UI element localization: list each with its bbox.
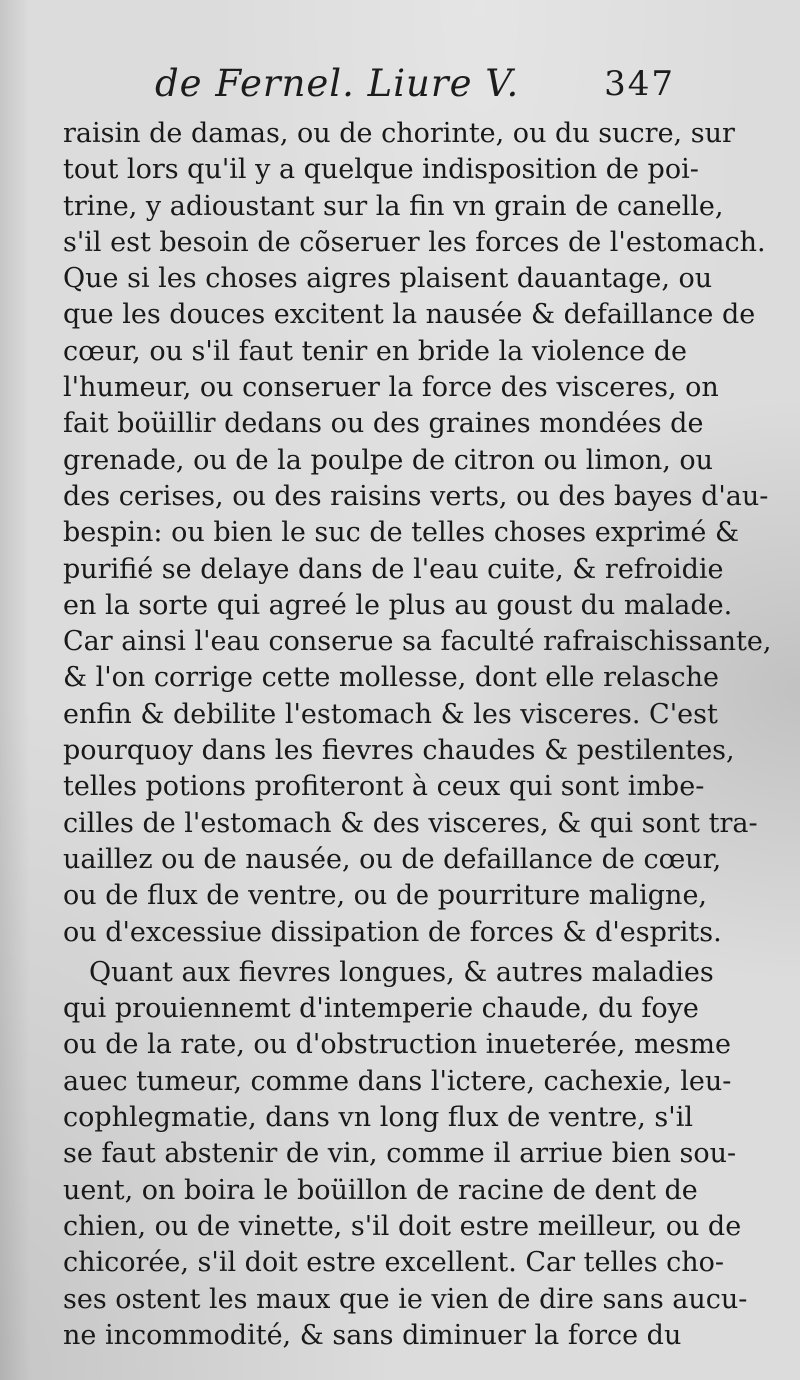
gutter-shadow <box>0 0 30 1380</box>
text-line: s'il est besoin de cõseruer les forces de l'estomach. <box>63 226 766 258</box>
text-line: fait boüillir dedans ou des graines mondées de <box>63 408 704 440</box>
body-text <box>63 116 772 1354</box>
text-line: ou de flux de ventre, ou de pourriture maligne, <box>63 880 708 912</box>
text-line: l'humeur, ou conseruer la force des visceres, on <box>63 372 719 404</box>
text-line: ou d'excessiue dissipation de forces & d'esprits. <box>63 916 722 948</box>
text-line: grenade, ou de la poulpe de citron ou limon, ou <box>63 444 714 476</box>
text-line: uent, on boira le boüillon de racine de dent de <box>63 1174 698 1206</box>
text-line: uaillez ou de nausée, ou de defaillance de cœur, <box>63 843 722 875</box>
text-line: trine, y adioustant sur la fin vn grain de canelle, <box>63 190 724 222</box>
text-line: Que si les choses aigres plaisent dauantage, ou <box>63 263 713 295</box>
text-line: bespin: ou bien le suc de telles choses exprimé & <box>63 517 739 549</box>
text-line: purifié se delaye dans de l'eau cuite, & refroidie <box>63 553 724 585</box>
text-line: enfin & debilite l'estomach & les visceres. C'est <box>63 698 718 730</box>
text-line: ou de la rate, ou d'obstruction inueterée, mesme <box>63 1029 731 1061</box>
text-line: telles potions profiteront à ceux qui sont imbe- <box>63 771 705 803</box>
text-line: ses ostent les maux que ie vien de dire sans aucu- <box>63 1283 748 1315</box>
text-line: en la sorte qui agreé le plus au goust du malade. <box>63 589 733 621</box>
paragraph-start-line: Quant aux fievres longues, & autres maladies <box>89 956 714 988</box>
text-line: se faut abstenir de vin, comme il arriue bien sou- <box>63 1138 737 1170</box>
text-line: Car ainsi l'eau conserue sa faculté rafraischissante, <box>63 626 772 658</box>
page-header <box>155 62 675 114</box>
text-line: des cerises, ou des raisins verts, ou des bayes d'au- <box>63 480 769 512</box>
text-line: que les douces excitent la nausée & defaillance de <box>63 299 756 331</box>
text-line: chien, ou de vinette, s'il doit estre meilleur, ou de <box>63 1210 742 1242</box>
text-line: & l'on corrige cette mollesse, dont elle relasche <box>63 662 720 694</box>
text-line: ne incommodité, & sans diminuer la force du <box>63 1319 682 1351</box>
text-line: cilles de l'estomach & des visceres, & qui sont tra- <box>63 807 758 839</box>
text-line: auec tumeur, comme dans l'ictere, cachexie, leu- <box>63 1065 732 1097</box>
text-line: pourquoy dans les fievres chaudes & pestilentes, <box>63 735 735 767</box>
text-line: qui prouiennemt d'intemperie chaude, du foye <box>63 993 699 1025</box>
text-line: cœur, ou s'il faut tenir en bride la violence de <box>63 335 687 367</box>
text-line: cophlegmatie, dans vn long flux de ventre, s'il <box>63 1102 693 1134</box>
page-number: 347 <box>604 64 675 104</box>
running-head: de Fernel. Liure V. <box>155 62 520 105</box>
text-line: tout lors qu'il y a quelque indisposition de poi- <box>63 154 699 186</box>
text-line: chicorée, s'il doit estre excellent. Car telles cho- <box>63 1247 725 1279</box>
text-line: raisin de damas, ou de chorinte, ou du sucre, sur <box>63 118 735 149</box>
